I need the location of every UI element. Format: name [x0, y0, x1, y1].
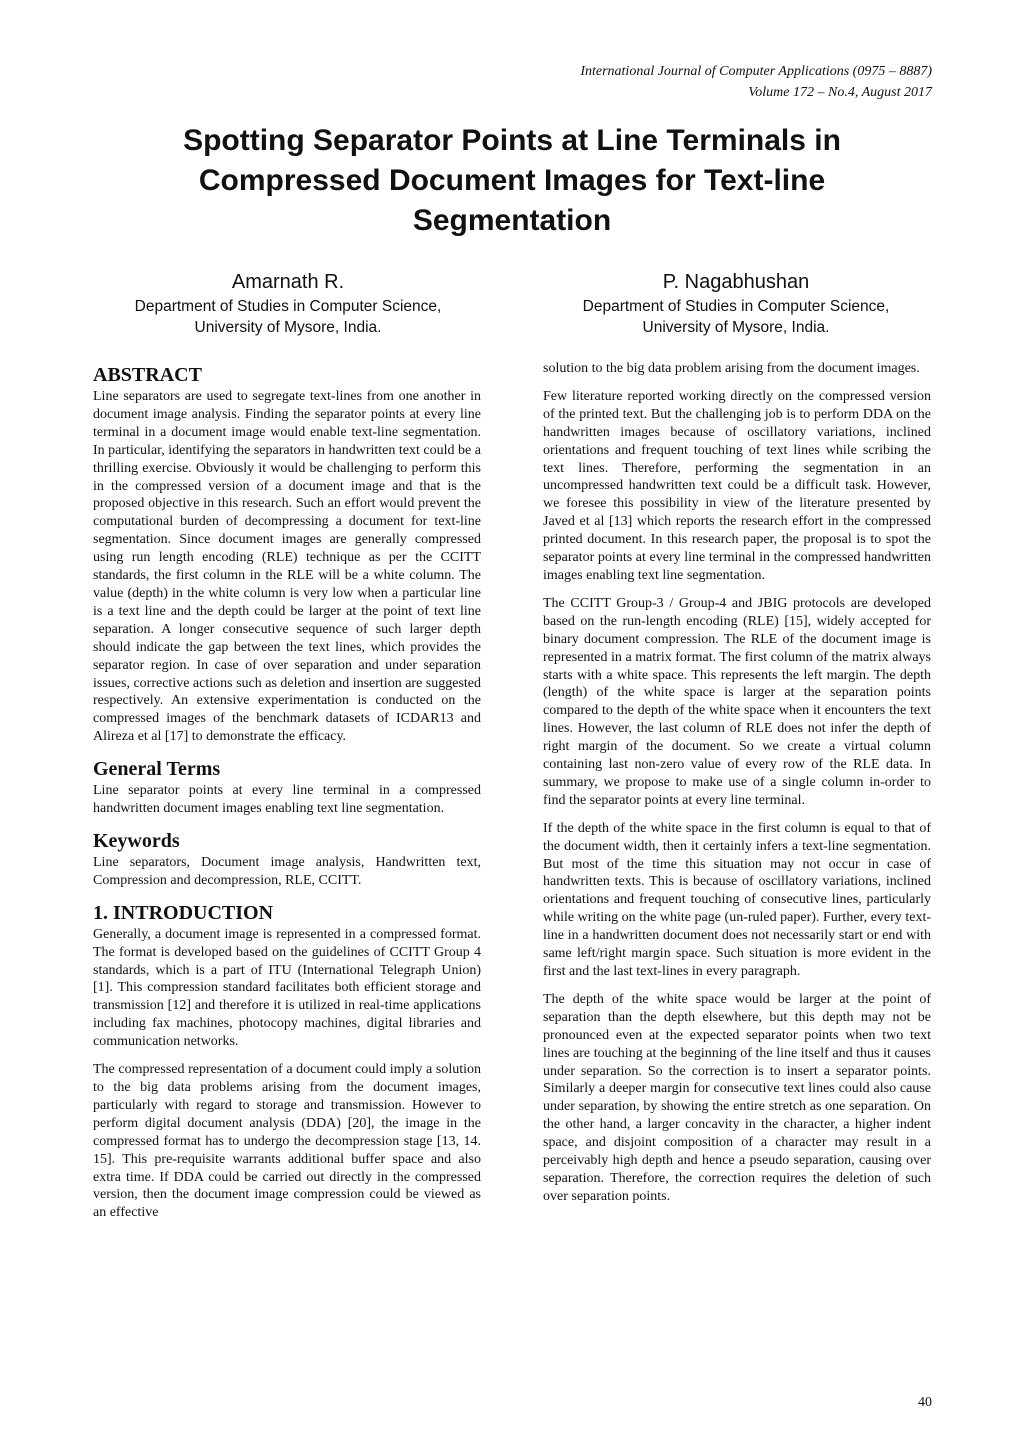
author-block-1: [78, 268, 498, 338]
intro-paragraph: The compressed representation of a document could imply a solution to the big data problems arising from the document images, particularly with regard to storage and transmission. However to perform digital document analysis (DDA) [20], the image in the compressed format has to undergo the decompression stage [13, 14. 15]. This pre-requisite warrants additional buffer space and also extra time. If DDA could be carried out directly in the compressed version, then the document image compression could be viewed as an effective: [93, 1062, 481, 1221]
author-block-2: [526, 268, 946, 338]
abstract-heading: ABSTRACT: [93, 364, 202, 386]
general-terms-heading: General Terms: [93, 758, 221, 781]
author-department: Department of Studies in Computer Science,: [582, 298, 890, 315]
intro-paragraph: If the depth of the white space in the first column is equal to that of the document width, then it certainly infers a text-line segmentation. But most of the time this situation may not occur in case of handwritten texts. This is because of oscillatory variations, inclined orientations and frequent touching of consecutive lines, particularly while writing on the white page (un-ruled paper). Further, every text-line in a handwritten document does not necessarily start or end with same left/right margin space. Such situation is more evident in the first and the last text-lines in every paragraph.: [543, 820, 931, 979]
keywords-text: Line separators, Document image analysis, Handwritten text, Compression and decompression, RLE, CCITT.: [93, 854, 481, 888]
author-university: University of Mysore, India.: [194, 319, 382, 336]
author-department: Department of Studies in Computer Science,: [134, 298, 442, 315]
journal-volume: Volume 172 – No.4, August 2017: [748, 85, 932, 100]
keywords-heading: Keywords: [93, 829, 180, 852]
right-column: [543, 360, 931, 1216]
intro-paragraph: The CCITT Group-3 / Group-4 and JBIG protocols are developed based on the run-length encoding (RLE) [15], widely accepted for binary document compression. The RLE of the document image is represented in a matrix format. The first column of the matrix always starts with a white space. This represents the left margin. The depth (length) of the white space is larger at the separation points compared to the depth of the white space when it encounters the text lines. However, the last column of RLE does not infer the depth of right margin of the document. So we create a virtual column containing last non-zero value of every row of the RLE data. In summary, we propose to make use of a single column in-order to find the separator points at every line terminal.: [543, 595, 931, 808]
general-terms-text: Line separator points at every line terminal in a compressed handwritten document images enabling text line segmentation.: [93, 783, 481, 817]
author-name: P. Nagabhushan: [662, 271, 810, 293]
author-university: University of Mysore, India.: [642, 319, 830, 336]
author-name: Amarnath R.: [231, 271, 345, 293]
paper-title: Spotting Separator Points at Line Terminals in Compressed Document Images for Text-line Segmentation: [183, 124, 841, 237]
left-column: [93, 360, 481, 1232]
journal-name: International Journal of Computer Applications (0975 – 8887): [580, 64, 932, 79]
intro-paragraph: Generally, a document image is represented in a compressed format. The format is developed based on the guidelines of CCITT Group 4 standards, which is a part of ITU (International Telegraph Union) [1]. This compression standard facilitates both efficient storage and transmission [12] and therefore it is utilized in real-time applications including fax machines, photocopy machines, digital libraries and communication networks.: [93, 926, 481, 1050]
intro-paragraph: The depth of the white space would be larger at the point of separation than the depth elsewhere, but this depth may not be pronounced even at the expected separator points when two text lines are touching at the beginning of the line itself and thus it causes under separation. So the correction is to insert a separator points. Similarly a deeper margin for consecutive text lines could also cause under separation, by showing the entire stretch as one separation. On the other hand, a larger concavity in the character, a higher indent space, and disjoint composition of a character may result in a perceivably high depth and hence a pseudo separation, causing over separation. Therefore, the correction requires the deletion of such over separation points.: [543, 991, 931, 1204]
introduction-heading: 1. INTRODUCTION: [93, 901, 274, 924]
intro-paragraph: Few literature reported working directly on the compressed version of the printed text. But the challenging job is to perform DDA on the handwritten images because of oscillatory variations, inclined orientations and frequent touching of text lines while scribing the text lines. Therefore, performing the segmentation in an uncompressed handwritten text could be a difficult task. However, we foresee this possibility in view of the literature presented by Javed et al [13] which reports the research effort in the compressed printed document. In this research paper, the proposal is to spot the separator points at every line terminal in the compressed handwritten images enabling text line segmentation.: [543, 388, 931, 583]
abstract-text: Line separators are used to segregate text-lines from one another in document image analysis. Finding the separator points at every line terminal in a document image would enable text-line segmentation. In particular, identifying the separators in handwritten text could be a thrilling exercise. Obviously it would be challenging to perform this in the compressed version of a document image and that is the proposed objective in this research. Such an effort would prevent the computational burden of decompressing a document for text-line segmentation. Since document images are generally compressed using run length encoding (RLE) technique as per the CCITT standards, the first column in the RLE will be a white column. The value (depth) in the white column is very low when a particular line is a text line and the depth could be larger at the point of text line separation. A longer consecutive sequence of such larger depth should indicate the gap between the text lines, which provides the separator region. In case of over separation and under separation issues, corrective actions such as deletion and insertion are suggested respectively. An extensive experimentation is conducted on the compressed images of the benchmark datasets of ICDAR13 and Alireza et al [17] to demonstrate the efficacy.: [93, 389, 481, 745]
intro-paragraph: solution to the big data problem arising from the document images.: [543, 361, 920, 376]
page-number: 40: [918, 1395, 932, 1410]
